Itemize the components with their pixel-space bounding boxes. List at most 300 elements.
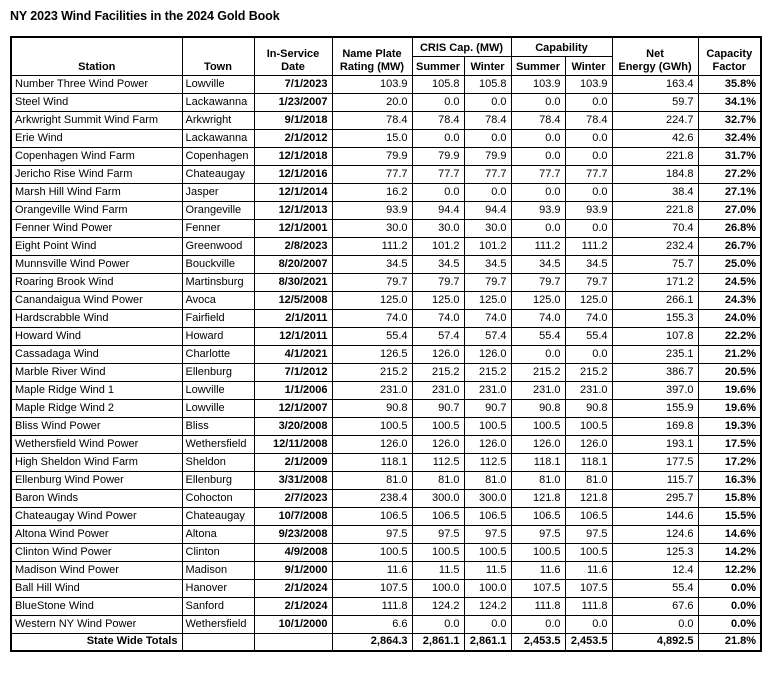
cell-capability-winter: 11.6 [565,561,612,579]
cell-capacity-factor: 19.3% [698,417,761,435]
cell-capability-winter: 77.7 [565,165,612,183]
cell-station: Ellenburg Wind Power [11,471,182,489]
cell-cris-winter: 215.2 [464,363,511,381]
cell-cris-summer: 34.5 [412,255,464,273]
cell-in-service-date: 9/23/2008 [254,525,332,543]
cell-capacity-factor: 21.2% [698,345,761,363]
cell-town: Lackawanna [182,129,254,147]
cell-capability-summer: 90.8 [511,399,565,417]
cell-net-energy-gwh: 107.8 [612,327,698,345]
cell-station: Cassadaga Wind [11,345,182,363]
cell-station: Ball Hill Wind [11,579,182,597]
col-group-capability: Capability [511,37,612,56]
cell-cris-winter: 57.4 [464,327,511,345]
cell-cris-summer: 81.0 [412,471,464,489]
cell-station: Altona Wind Power [11,525,182,543]
table-row [11,381,761,399]
cell-station: Eight Point Wind [11,237,182,255]
cell-net-energy-gwh: 232.4 [612,237,698,255]
cell-in-service-date: 2/7/2023 [254,489,332,507]
cell-net-energy-gwh: 266.1 [612,291,698,309]
cell-capacity-factor: 20.5% [698,363,761,381]
cell-cris-summer: 231.0 [412,381,464,399]
cell-cris-winter: 124.2 [464,597,511,615]
cell-totals-capacity-factor: 21.8% [698,633,761,651]
cell-name-plate-mw: 106.5 [332,507,412,525]
cell-town: Orangeville [182,201,254,219]
cell-cris-winter: 77.7 [464,165,511,183]
cell-cris-winter: 100.5 [464,417,511,435]
table-row [11,309,761,327]
cell-net-energy-gwh: 115.7 [612,471,698,489]
col-header-in-service-date [254,37,332,75]
cell-cris-summer: 30.0 [412,219,464,237]
cell-town: Lowville [182,399,254,417]
table-footer [11,633,761,651]
cell-net-energy-gwh: 124.6 [612,525,698,543]
cell-cris-winter: 125.0 [464,291,511,309]
cell-cris-summer: 94.4 [412,201,464,219]
cell-cris-winter: 101.2 [464,237,511,255]
table-body [11,75,761,633]
cell-cris-winter: 94.4 [464,201,511,219]
cell-capability-summer: 103.9 [511,75,565,93]
cell-in-service-date: 3/31/2008 [254,471,332,489]
cell-name-plate-mw: 97.5 [332,525,412,543]
cell-town: Copenhagen [182,147,254,165]
cell-name-plate-mw: 34.5 [332,255,412,273]
cell-net-energy-gwh: 177.5 [612,453,698,471]
cell-cris-summer: 0.0 [412,129,464,147]
cell-town: Altona [182,525,254,543]
cell-in-service-date: 8/30/2021 [254,273,332,291]
cell-capability-winter: 0.0 [565,183,612,201]
cell-name-plate-mw: 126.0 [332,435,412,453]
cell-in-service-date: 4/9/2008 [254,543,332,561]
cell-town: Lowville [182,381,254,399]
cell-capability-summer: 0.0 [511,219,565,237]
cell-name-plate-mw: 93.9 [332,201,412,219]
cell-cris-winter: 0.0 [464,183,511,201]
cell-totals-town [182,633,254,651]
cell-totals-cris-winter: 2,861.1 [464,633,511,651]
cell-in-service-date: 9/1/2000 [254,561,332,579]
col-header-net-energy-line1: Net [646,48,664,61]
cell-net-energy-gwh: 155.3 [612,309,698,327]
col-header-name-plate-line2: Rating (MW) [339,60,405,73]
cell-capability-summer: 0.0 [511,615,565,633]
cell-capacity-factor: 0.0% [698,579,761,597]
cell-capability-summer: 81.0 [511,471,565,489]
cell-in-service-date: 2/1/2024 [254,597,332,615]
cell-cris-summer: 124.2 [412,597,464,615]
cell-capability-winter: 55.4 [565,327,612,345]
cell-capability-winter: 118.1 [565,453,612,471]
cell-capacity-factor: 22.2% [698,327,761,345]
cell-station: Howard Wind [11,327,182,345]
cell-capability-summer: 0.0 [511,345,565,363]
table-row [11,183,761,201]
cell-cris-winter: 231.0 [464,381,511,399]
cell-town: Sheldon [182,453,254,471]
cell-station: Erie Wind [11,129,182,147]
totals-row [11,633,761,651]
cell-name-plate-mw: 55.4 [332,327,412,345]
col-header-in-service-line2: Date [281,60,305,73]
cell-capability-summer: 215.2 [511,363,565,381]
table-row [11,219,761,237]
cell-cris-summer: 100.0 [412,579,464,597]
cell-capacity-factor: 27.0% [698,201,761,219]
cell-net-energy-gwh: 386.7 [612,363,698,381]
cell-name-plate-mw: 238.4 [332,489,412,507]
cell-in-service-date: 12/1/2014 [254,183,332,201]
cell-capability-summer: 111.2 [511,237,565,255]
cell-in-service-date: 10/7/2008 [254,507,332,525]
cell-town: Chateaugay [182,507,254,525]
cell-capacity-factor: 24.3% [698,291,761,309]
cell-net-energy-gwh: 42.6 [612,129,698,147]
cell-net-energy-gwh: 221.8 [612,147,698,165]
cell-capability-winter: 79.7 [565,273,612,291]
cell-in-service-date: 9/1/2018 [254,111,332,129]
cell-cris-winter: 34.5 [464,255,511,273]
col-header-capacity-factor-line1: Capacity [706,48,753,61]
cell-net-energy-gwh: 397.0 [612,381,698,399]
cell-capacity-factor: 14.2% [698,543,761,561]
cell-station: Jericho Rise Wind Farm [11,165,182,183]
cell-station: Bliss Wind Power [11,417,182,435]
cell-station: Baron Winds [11,489,182,507]
table-row [11,417,761,435]
col-header-capacity-factor-line2: Factor [712,60,747,73]
cell-cris-winter: 74.0 [464,309,511,327]
table-row [11,75,761,93]
cell-capacity-factor: 15.5% [698,507,761,525]
col-header-name-plate-line1: Name Plate [342,48,402,61]
cell-in-service-date: 2/1/2024 [254,579,332,597]
cell-totals-capability-summer: 2,453.5 [511,633,565,651]
cell-name-plate-mw: 77.7 [332,165,412,183]
cell-cris-winter: 79.9 [464,147,511,165]
cell-net-energy-gwh: 171.2 [612,273,698,291]
cell-totals-label: State Wide Totals [11,633,182,651]
cell-station: Munnsville Wind Power [11,255,182,273]
cell-in-service-date: 12/1/2001 [254,219,332,237]
cell-cris-winter: 300.0 [464,489,511,507]
cell-in-service-date: 2/1/2012 [254,129,332,147]
cell-capability-winter: 106.5 [565,507,612,525]
cell-capacity-factor: 26.8% [698,219,761,237]
cell-cris-summer: 0.0 [412,93,464,111]
table-row [11,273,761,291]
cell-in-service-date: 10/1/2000 [254,615,332,633]
cell-net-energy-gwh: 67.6 [612,597,698,615]
cell-totals-name-plate-mw: 2,864.3 [332,633,412,651]
cell-station: Marsh Hill Wind Farm [11,183,182,201]
cell-capacity-factor: 12.2% [698,561,761,579]
table-row [11,507,761,525]
cell-capacity-factor: 0.0% [698,597,761,615]
cell-cris-winter: 81.0 [464,471,511,489]
table-row [11,201,761,219]
cell-town: Bouckville [182,255,254,273]
cell-name-plate-mw: 100.5 [332,417,412,435]
cell-capability-summer: 107.5 [511,579,565,597]
cell-cris-summer: 11.5 [412,561,464,579]
cell-capacity-factor: 14.6% [698,525,761,543]
cell-town: Jasper [182,183,254,201]
cell-station: Western NY Wind Power [11,615,182,633]
cell-station: Copenhagen Wind Farm [11,147,182,165]
cell-town: Wethersfield [182,435,254,453]
table-row [11,327,761,345]
cell-capability-summer: 126.0 [511,435,565,453]
table-row [11,237,761,255]
cell-cris-summer: 112.5 [412,453,464,471]
cell-capability-winter: 103.9 [565,75,612,93]
cell-name-plate-mw: 11.6 [332,561,412,579]
cell-name-plate-mw: 126.5 [332,345,412,363]
table-row [11,129,761,147]
table-row [11,471,761,489]
cell-capability-winter: 125.0 [565,291,612,309]
cell-cris-winter: 100.5 [464,543,511,561]
cell-station: Wethersfield Wind Power [11,435,182,453]
cell-name-plate-mw: 103.9 [332,75,412,93]
cell-capability-summer: 97.5 [511,525,565,543]
cell-in-service-date: 1/1/2006 [254,381,332,399]
table-row [11,525,761,543]
cell-cris-summer: 100.5 [412,417,464,435]
col-header-net-energy-line2: Energy (GWh) [618,60,692,73]
cell-net-energy-gwh: 169.8 [612,417,698,435]
cell-town: Cohocton [182,489,254,507]
cell-net-energy-gwh: 221.8 [612,201,698,219]
cell-net-energy-gwh: 75.7 [612,255,698,273]
cell-capacity-factor: 34.1% [698,93,761,111]
col-header-capacity-factor [698,37,761,75]
cell-name-plate-mw: 74.0 [332,309,412,327]
cell-town: Howard [182,327,254,345]
cell-town: Martinsburg [182,273,254,291]
cell-capability-winter: 93.9 [565,201,612,219]
cell-capability-winter: 97.5 [565,525,612,543]
cell-capacity-factor: 24.0% [698,309,761,327]
cell-capacity-factor: 17.2% [698,453,761,471]
col-header-capability-winter: Winter [565,56,612,75]
cell-capability-winter: 231.0 [565,381,612,399]
cell-in-service-date: 2/8/2023 [254,237,332,255]
cell-name-plate-mw: 100.5 [332,543,412,561]
cell-town: Fenner [182,219,254,237]
cell-net-energy-gwh: 55.4 [612,579,698,597]
cell-capacity-factor: 31.7% [698,147,761,165]
cell-capability-winter: 0.0 [565,615,612,633]
cell-capability-summer: 0.0 [511,147,565,165]
cell-net-energy-gwh: 144.6 [612,507,698,525]
cell-in-service-date: 12/1/2007 [254,399,332,417]
cell-cris-summer: 100.5 [412,543,464,561]
table-row [11,489,761,507]
cell-net-energy-gwh: 59.7 [612,93,698,111]
table-header [11,37,761,75]
cell-in-service-date: 12/1/2016 [254,165,332,183]
cell-station: Marble River Wind [11,363,182,381]
cell-town: Lackawanna [182,93,254,111]
cell-capacity-factor: 19.6% [698,399,761,417]
cell-capability-winter: 111.2 [565,237,612,255]
cell-name-plate-mw: 16.2 [332,183,412,201]
col-header-station: Station [11,37,182,75]
cell-in-service-date: 4/1/2021 [254,345,332,363]
cell-cris-summer: 106.5 [412,507,464,525]
cell-capability-summer: 74.0 [511,309,565,327]
cell-name-plate-mw: 79.9 [332,147,412,165]
cell-town: Chateaugay [182,165,254,183]
cell-cris-winter: 126.0 [464,435,511,453]
cell-capacity-factor: 0.0% [698,615,761,633]
cell-town: Ellenburg [182,471,254,489]
table-row [11,399,761,417]
cell-cris-summer: 0.0 [412,183,464,201]
cell-cris-summer: 57.4 [412,327,464,345]
cell-capability-winter: 0.0 [565,345,612,363]
cell-capability-winter: 100.5 [565,543,612,561]
cell-station: BlueStone Wind [11,597,182,615]
cell-capacity-factor: 19.6% [698,381,761,399]
cell-in-service-date: 12/1/2018 [254,147,332,165]
cell-town: Greenwood [182,237,254,255]
cell-station: High Sheldon Wind Farm [11,453,182,471]
cell-town: Charlotte [182,345,254,363]
cell-cris-summer: 0.0 [412,615,464,633]
table-row [11,93,761,111]
cell-name-plate-mw: 111.2 [332,237,412,255]
cell-station: Steel Wind [11,93,182,111]
cell-capacity-factor: 17.5% [698,435,761,453]
cell-station: Madison Wind Power [11,561,182,579]
cell-cris-summer: 215.2 [412,363,464,381]
cell-cris-summer: 97.5 [412,525,464,543]
cell-capability-winter: 111.8 [565,597,612,615]
cell-capability-summer: 100.5 [511,543,565,561]
cell-totals-in-service-date [254,633,332,651]
cell-capability-winter: 0.0 [565,129,612,147]
cell-station: Clinton Wind Power [11,543,182,561]
cell-cris-summer: 79.9 [412,147,464,165]
cell-in-service-date: 12/11/2008 [254,435,332,453]
cell-capability-summer: 0.0 [511,183,565,201]
col-header-capability-summer: Summer [511,56,565,75]
table-row [11,345,761,363]
cell-net-energy-gwh: 193.1 [612,435,698,453]
cell-capability-summer: 55.4 [511,327,565,345]
cell-in-service-date: 7/1/2012 [254,363,332,381]
cell-capability-winter: 121.8 [565,489,612,507]
cell-net-energy-gwh: 70.4 [612,219,698,237]
cell-net-energy-gwh: 0.0 [612,615,698,633]
cell-cris-winter: 105.8 [464,75,511,93]
cell-name-plate-mw: 125.0 [332,291,412,309]
cell-capacity-factor: 32.4% [698,129,761,147]
cell-capability-summer: 121.8 [511,489,565,507]
cell-in-service-date: 1/23/2007 [254,93,332,111]
table-row [11,111,761,129]
cell-net-energy-gwh: 12.4 [612,561,698,579]
table-row [11,255,761,273]
cell-town: Arkwright [182,111,254,129]
cell-cris-winter: 0.0 [464,615,511,633]
cell-name-plate-mw: 15.0 [332,129,412,147]
cell-cris-winter: 90.7 [464,399,511,417]
cell-town: Lowville [182,75,254,93]
cell-town: Sanford [182,597,254,615]
cell-name-plate-mw: 107.5 [332,579,412,597]
cell-capability-winter: 215.2 [565,363,612,381]
cell-capability-winter: 107.5 [565,579,612,597]
col-header-in-service-line1: In-Service [266,48,320,61]
cell-station: Fenner Wind Power [11,219,182,237]
cell-capacity-factor: 15.8% [698,489,761,507]
cell-totals-capability-winter: 2,453.5 [565,633,612,651]
cell-capacity-factor: 24.5% [698,273,761,291]
cell-name-plate-mw: 6.6 [332,615,412,633]
cell-town: Bliss [182,417,254,435]
table-row [11,453,761,471]
cell-capability-summer: 118.1 [511,453,565,471]
cell-cris-winter: 0.0 [464,129,511,147]
col-group-cris-cap: CRIS Cap. (MW) [412,37,511,56]
cell-cris-summer: 126.0 [412,345,464,363]
cell-capability-summer: 0.0 [511,129,565,147]
cell-station: Maple Ridge Wind 1 [11,381,182,399]
cell-cris-winter: 78.4 [464,111,511,129]
cell-in-service-date: 3/20/2008 [254,417,332,435]
cell-net-energy-gwh: 184.8 [612,165,698,183]
cell-cris-summer: 79.7 [412,273,464,291]
cell-in-service-date: 2/1/2011 [254,309,332,327]
cell-name-plate-mw: 231.0 [332,381,412,399]
cell-in-service-date: 12/5/2008 [254,291,332,309]
cell-capability-winter: 0.0 [565,219,612,237]
cell-capability-summer: 111.8 [511,597,565,615]
cell-in-service-date: 7/1/2023 [254,75,332,93]
cell-station: Hardscrabble Wind [11,309,182,327]
cell-capability-winter: 126.0 [565,435,612,453]
table-row [11,543,761,561]
cell-town: Madison [182,561,254,579]
cell-name-plate-mw: 20.0 [332,93,412,111]
cell-capability-summer: 0.0 [511,93,565,111]
table-row [11,435,761,453]
cell-capability-summer: 93.9 [511,201,565,219]
cell-capability-summer: 79.7 [511,273,565,291]
table-row [11,597,761,615]
cell-net-energy-gwh: 224.7 [612,111,698,129]
cell-net-energy-gwh: 155.9 [612,399,698,417]
cell-station: Roaring Brook Wind [11,273,182,291]
cell-cris-winter: 0.0 [464,93,511,111]
table-row [11,579,761,597]
cell-capability-winter: 78.4 [565,111,612,129]
cell-capability-summer: 100.5 [511,417,565,435]
cell-name-plate-mw: 90.8 [332,399,412,417]
cell-town: Hanover [182,579,254,597]
cell-net-energy-gwh: 38.4 [612,183,698,201]
cell-town: Avoca [182,291,254,309]
cell-cris-summer: 126.0 [412,435,464,453]
